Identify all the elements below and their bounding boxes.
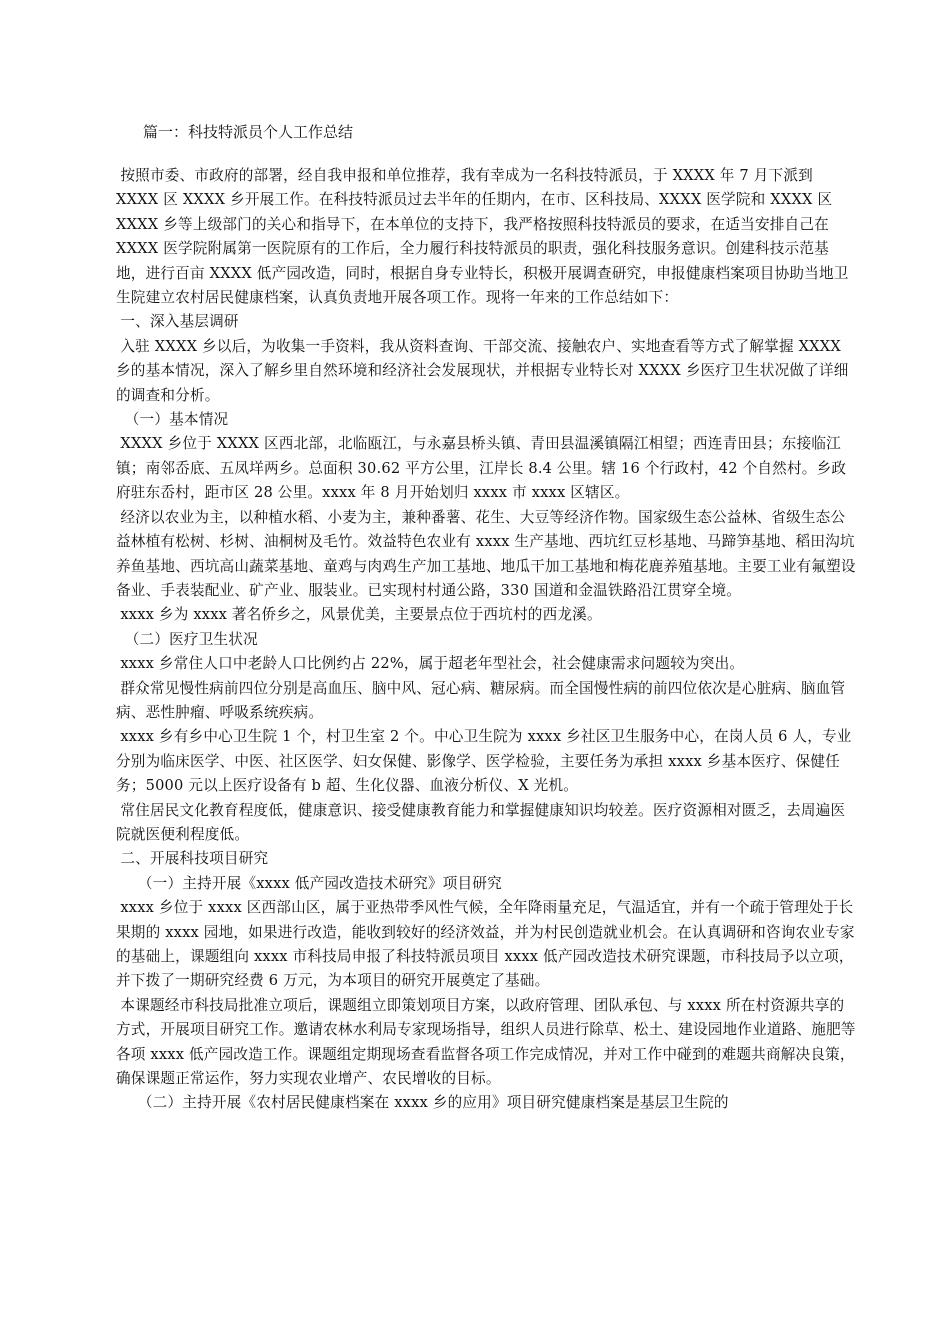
- body-paragraph: 本课题经市科技局批准立项后，课题组立即策划项目方案，以政府管理、团队承包、与 xxxx 所在村资源共享的方式，开展项目研究工作。邀请农林水利局专家现场指导，组织人员进行除草、松土、建设园地作业道路、施肥等各项 xxxx 低产园改造工作。课题组定期现场查看监督各项工作完成情况，并对工作中碰到的难题共商解决良策，确保课题正常运作，努力实现农业增产、农民增收的目标。: [116, 996, 856, 1088]
- body-paragraph: 群众常见慢性病前四位分别是高血压、脑中风、冠心病、糖尿病。而全国慢性病的前四位依次是心脏病、脑血管病、恶性肿瘤、呼吸系统疾病。: [116, 679, 846, 721]
- body-paragraph: 入驻 XXXX 乡以后，为收集一手资料，我从资料查询、干部交流、接触农户、实地查看等方式了解掌握 XXXX 乡的基本情况，深入了解乡里自然环境和经济社会发展现状，并根据专业特长对 XXXX 乡医疗卫生状况做了详细的调查和分析。: [116, 337, 849, 404]
- subsection-heading: （一）主持开展《xxxx 低产园改造技术研究》项目研究: [137, 874, 502, 892]
- body-paragraph: xxxx 乡为 xxxx 著名侨乡之，风景优美，主要景点位于西坑村的西龙溪。: [120, 606, 602, 624]
- body-paragraph: 按照市委、市政府的部署，经自我申报和单位推荐，我有幸成为一名科技特派员，于 XXXX 年 7 月下派到 XXXX 区 XXXX 乡开展工作。在科技特派员过去半年的任期内，在市、区科技局、XXXX 医学院和 XXXX 区 XXXX 乡等上级部门的关心和指导下，在本单位的支持下，我严格按照科技特派员的要求，在适当安排自己在 XXXX 医学院附属第一医院原有的工作后，全力履行科技特派员的职责，强化科技服务意识。创建科技示范基地，进行百亩 XXXX 低产园改造，同时，根据自身专业特长，积极开展调查研究，申报健康档案项目协助当地卫生院建立农村居民健康档案，认真负责地开展各项工作。现将一年来的工作总结如下：: [116, 167, 849, 307]
- body-paragraph: XXXX 乡位于 XXXX 区西北部，北临瓯江，与永嘉县桥头镇、青田县温溪镇隔江相望；西连青田县；东接临江镇；南邻岙底、五凤垟两乡。总面积 30.62 平方公里，江岸长 8.4 公里。辖 16 个行政村，42 个自然村。乡政府驻东岙村，距市区 28 公里。xxxx 年 8 月开始划归 xxxx 市 xxxx 区辖区。: [116, 435, 847, 502]
- body-paragraph: xxxx 乡有乡中心卫生院 1 个，村卫生室 2 个。中心卫生院为 xxxx 乡社区卫生服务中心，在岗人员 6 人，专业分别为临床医学、中医、社区医学、妇女保健、影像学、医学检验，主要任务为承担 xxxx 乡基本医疗、保健任务；5000 元以上医疗设备有 b 超、生化仪器、血液分析仪、X 光机。: [116, 728, 852, 795]
- section-heading: 二、开展科技项目研究: [120, 850, 269, 868]
- subsection-heading: （一）基本情况: [124, 411, 229, 429]
- body-paragraph: 常住居民文化教育程度低，健康意识、接受健康教育能力和掌握健康知识均较差。医疗资源相对匮乏，去周遍医院就医便利程度低。: [116, 801, 846, 843]
- subsection-heading: （二）医疗卫生状况: [124, 630, 258, 648]
- document-title: 篇一：科技特派员个人工作总结: [143, 123, 354, 141]
- document-body: [116, 164, 856, 1116]
- body-paragraph: xxxx 乡位于 xxxx 区西部山区，属于亚热带季风性气候，全年降雨量充足，气温适宜，并有一个疏于管理处于长果期的 xxxx 园地，如果进行改造，能收到较好的经济效益，并为村民创造就业机会。在认真调研和咨询农业专家的基础上，课题组向 xxxx 市科技局申报了科技特派员项目 xxxx 低产园改造技术研究课题，市科技局予以立项，并下拨了一期研究经费 6 万元，为本项目的研究开展奠定了基础。: [116, 899, 855, 990]
- body-paragraph: xxxx 乡常住人口中老龄人口比例约占 22%，属于超老年型社会，社会健康需求问题较为突出。: [120, 655, 745, 673]
- subsection-heading: （二）主持开展《农村居民健康档案在 xxxx 乡的应用》项目研究健康档案是基层卫生院的: [137, 1094, 729, 1112]
- section-heading: 一、深入基层调研: [120, 313, 239, 331]
- body-paragraph: 经济以农业为主，以种植水稻、小麦为主，兼种番薯、花生、大豆等经济作物。国家级生态公益林、省级生态公益林植有松树、杉树、油桐树及毛竹。效益特色农业有 xxxx 生产基地、西坑红豆杉基地、马蹄笋基地、稻田沟坑养鱼基地、西坑高山蔬菜基地、童鸡与肉鸡生产加工基地、地瓜干加工基地和梅花鹿养殖基地。主要工业有氟塑设备业、手表装配业、矿产业、服装业。已实现村村通公路，330 国道和金温铁路沿江贯穿全境。: [116, 508, 856, 599]
